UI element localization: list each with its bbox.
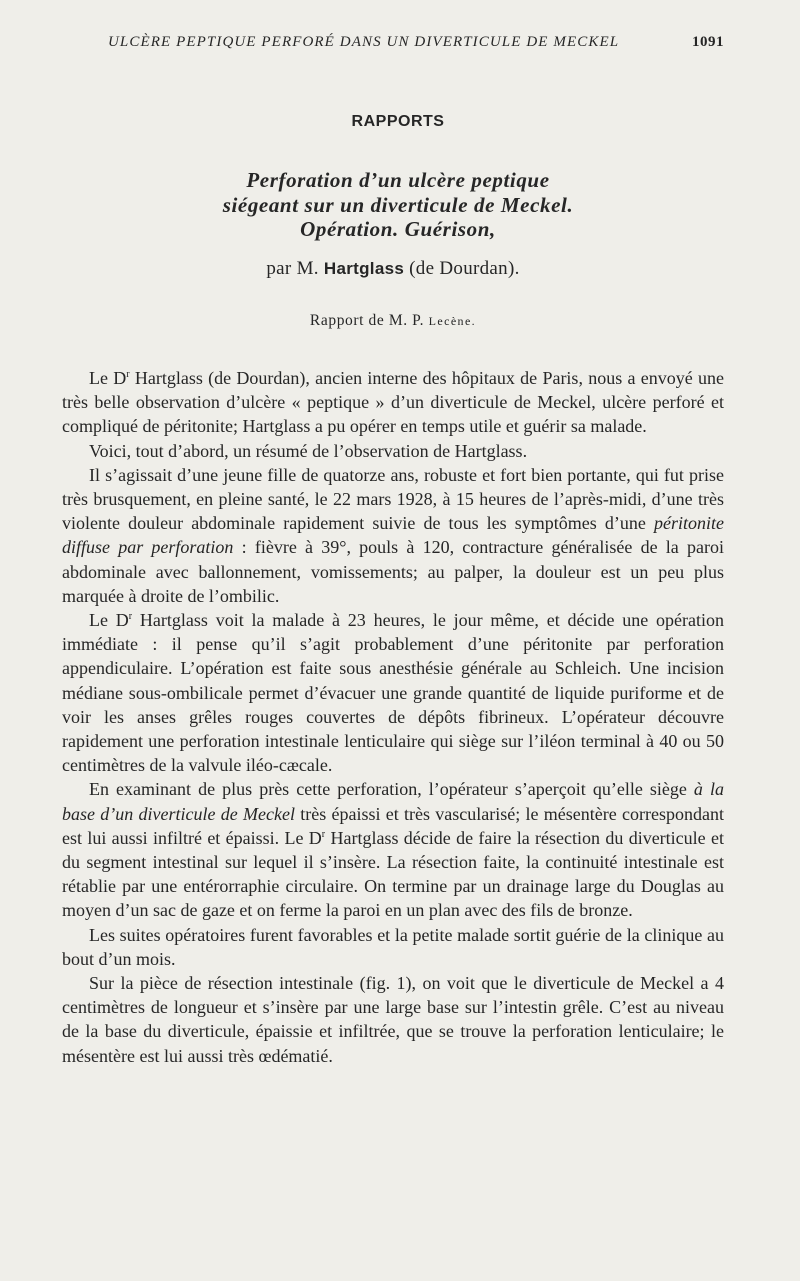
emphasis-text: à la base d’un diverticule de Meckel <box>62 779 724 824</box>
running-header <box>108 34 724 51</box>
superscript: r <box>128 611 133 623</box>
byline-prefix: par M. <box>266 258 319 279</box>
article-body <box>62 366 724 1068</box>
paragraph-text: Hartglass (de Dourdan), ancien interne des hôpitaux de Paris, nous a envoyé une très belle observation d’ulcère « peptique » d’un diverticule de Meckel, ulcère perforé et compliqué de péritonite; Hartglass a pu opérer en temps utile et guérir sa malade. <box>62 368 725 437</box>
paragraph-text: : fièvre à 39°, pouls à 120, contracture généralisée de la paroi abdominale avec ballonnement, vomissements; au palper, la douleur est un peu plus marquée à droite de l’ombilic. <box>62 537 724 606</box>
rapporteur-name: Lecène. <box>428 314 477 328</box>
rapport-prefix: Rapport de M. P. <box>309 312 425 329</box>
title-line-1: Perforation d’un ulcère peptique <box>246 168 550 192</box>
title-line-2: siégeant sur un diverticule de Meckel. <box>222 192 574 217</box>
paragraph-text: En examinant de plus près cette perforation, l’opérateur s’aperçoit qu’elle siège <box>89 779 694 800</box>
paragraph-text: très épaissi et très vascularisé; le mésentère correspondant est lui aussi infiltré et épaissi. Le D <box>62 803 724 848</box>
paragraph-text: Il s’agissait d’une jeune fille de quatorze ans, robuste et fort bien portante, qui fut prise très brusquement, en pleine santé, le 22 mars 1928, à 15 heures de l’après-midi, d’une très violente douleur abdominale rapidement suivie de tous les symptômes d’une <box>62 464 724 534</box>
emphasis-text: péritonite diffuse par perforation <box>62 513 724 558</box>
superscript: r <box>321 828 326 840</box>
title-line-3: Opération. Guérison, <box>300 217 496 241</box>
section-heading: RAPPORTS <box>351 113 445 130</box>
page-number: 1091 <box>692 34 724 50</box>
author-place: (de Dourdan). <box>409 258 520 279</box>
paragraph-text: Hartglass voit la malade à 23 heures, le jour même, et décide une opération immédiate : il pense qu’il s’agit probablement d’une péritonite par perforation appendiculaire. L’opération est faite sous anesthésie générale au Schleich. Une incision médiane sous-ombilicale permet d’évacuer une grande quantité de liquide puriforme et de voir les anses grêles rouges couvertes de dépôts fibrineux. L’opérateur découvre rapidement une perforation intestinale lenticulaire qui siège sur l’iléon terminal à 40 ou 50 centimètres de la valvule iléo-cæcale. <box>62 610 724 776</box>
byline <box>0 258 786 280</box>
paragraph-6: Les suites opératoires furent favorables et la petite malade sortit guérie de la clinique au bout d’un mois. <box>62 924 724 969</box>
superscript: r <box>126 369 130 380</box>
running-header-title: ULCÈRE PEPTIQUE PERFORÉ DANS UN DIVERTICULE DE MECKEL <box>108 34 620 50</box>
paragraph-7: Sur la pièce de résection intestinale (fig. 1), on voit que le diverticule de Meckel a 4 centimètres de longueur et s’insère par une large base sur l’intestin grêle. C’est au niveau de la base du diverticule, épaissie et infiltrée, que se trouve la perforation lenticulaire; le mésentère est lui aussi très œdématié. <box>62 973 724 1066</box>
rapport-line <box>0 312 786 330</box>
paragraph-2: Voici, tout d’abord, un résumé de l’observation de Hartglass. <box>89 440 528 461</box>
paragraph-1 <box>62 366 724 439</box>
paragraph-4 <box>62 608 724 777</box>
paragraph-text: Le D <box>89 610 129 631</box>
paragraph-text: Le D <box>89 368 127 388</box>
article-title <box>0 168 796 242</box>
paragraph-5 <box>62 777 724 922</box>
paragraph-3 <box>62 463 724 608</box>
author-name: Hartglass <box>323 259 405 278</box>
paragraph-text: Hartglass décide de faire la résection du diverticule et du segment intestinal sur lequel il s’insère. La résection faite, la continuité intestinale est rétablie par une entérorraphie circulaire. On termine par un drainage large du Douglas au moyen d’un sac de gaze et on ferme la paroi en un plan avec des fils de bronze. <box>62 827 724 921</box>
